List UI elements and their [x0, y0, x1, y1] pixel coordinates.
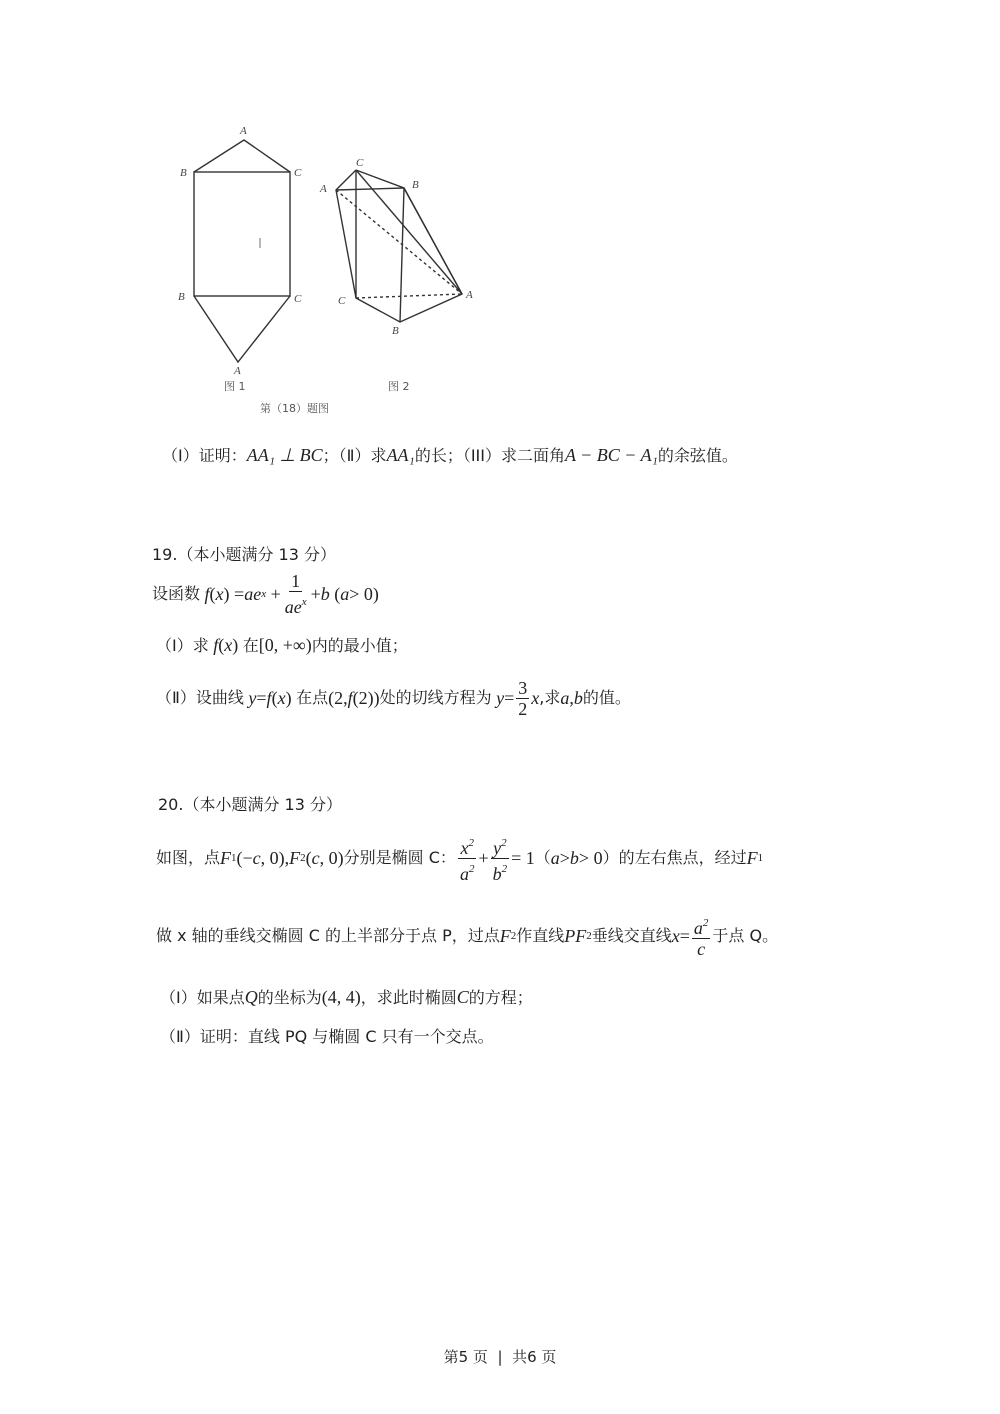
q20-line1: 如图，点 F 1 (− c , 0), F 2 ( c , 0) 分别是椭圆 C： $\frac{x^2}{a^2}$ + $\frac{y^2}{b^2}$ = 1 （ a > b > 0 ）的左右焦点，经过 F 1: [156, 834, 763, 882]
q19-part2: （Ⅱ）设曲线 y = f ( x ) 在点 (2, f (2)) 处的切线方程为 y = $\frac{3}{2}$ x ,求 a , b 的值。: [156, 677, 631, 719]
fig1-label-a: A: [240, 125, 247, 137]
figure-18: [160, 118, 520, 418]
q20-part2: （Ⅱ）证明：直线 PQ 与椭圆 C 只有一个交点。: [160, 1027, 494, 1046]
fig1-label-c: C: [294, 167, 302, 179]
fig2-label-b: B: [412, 179, 419, 191]
figure-caption: 第（18）题图: [260, 402, 329, 415]
page-footer: 第5 页 | 共6 页: [443, 1348, 557, 1366]
fig1-label-b1: B: [178, 291, 185, 303]
q19-part1: （Ⅰ）求 f(x) 在[0, +∞)内的最小值；: [156, 635, 408, 655]
fig2-caption: 图 2: [388, 380, 410, 393]
fig1-label-c1: C: [294, 293, 302, 305]
q19-function: 设函数 f ( x ) = ae x + $\frac{1}{ae^x}$ + b ( a > 0): [152, 571, 379, 617]
fig1-caption: 图 1: [224, 380, 246, 393]
fig1-label-a1: A: [234, 365, 241, 377]
q20-header: 20.（本小题满分 13 分）: [158, 795, 342, 814]
q20-line2: 做 x 轴的垂线交椭圆 C 的上半部分于点 P，过点 F 2 作直线 PF 2 垂线交直线 x = $\frac{a^2}{c}$ 于点 Q。: [156, 912, 778, 960]
q20-part1: （Ⅰ）如果点Q的坐标为(4, 4)，求此时椭圆C的方程；: [160, 987, 533, 1007]
fig2-label-a: A: [320, 183, 327, 195]
q18-parts: （Ⅰ）证明：AA₁ ⊥ BC；（Ⅱ）求AA₁的长；（III）求二面角A − BC − A₁的余弦值。: [162, 445, 738, 465]
fig2-label-c1: C: [338, 295, 346, 307]
q19-header: 19.（本小题满分 13 分）: [152, 545, 336, 564]
fig2-label-b1: B: [392, 325, 399, 337]
figure-1: [194, 140, 290, 362]
fig2-label-c: C: [356, 157, 364, 169]
fig2-label-a1: A: [466, 289, 473, 301]
figure-2: [336, 170, 462, 322]
fig1-label-b: B: [180, 167, 187, 179]
